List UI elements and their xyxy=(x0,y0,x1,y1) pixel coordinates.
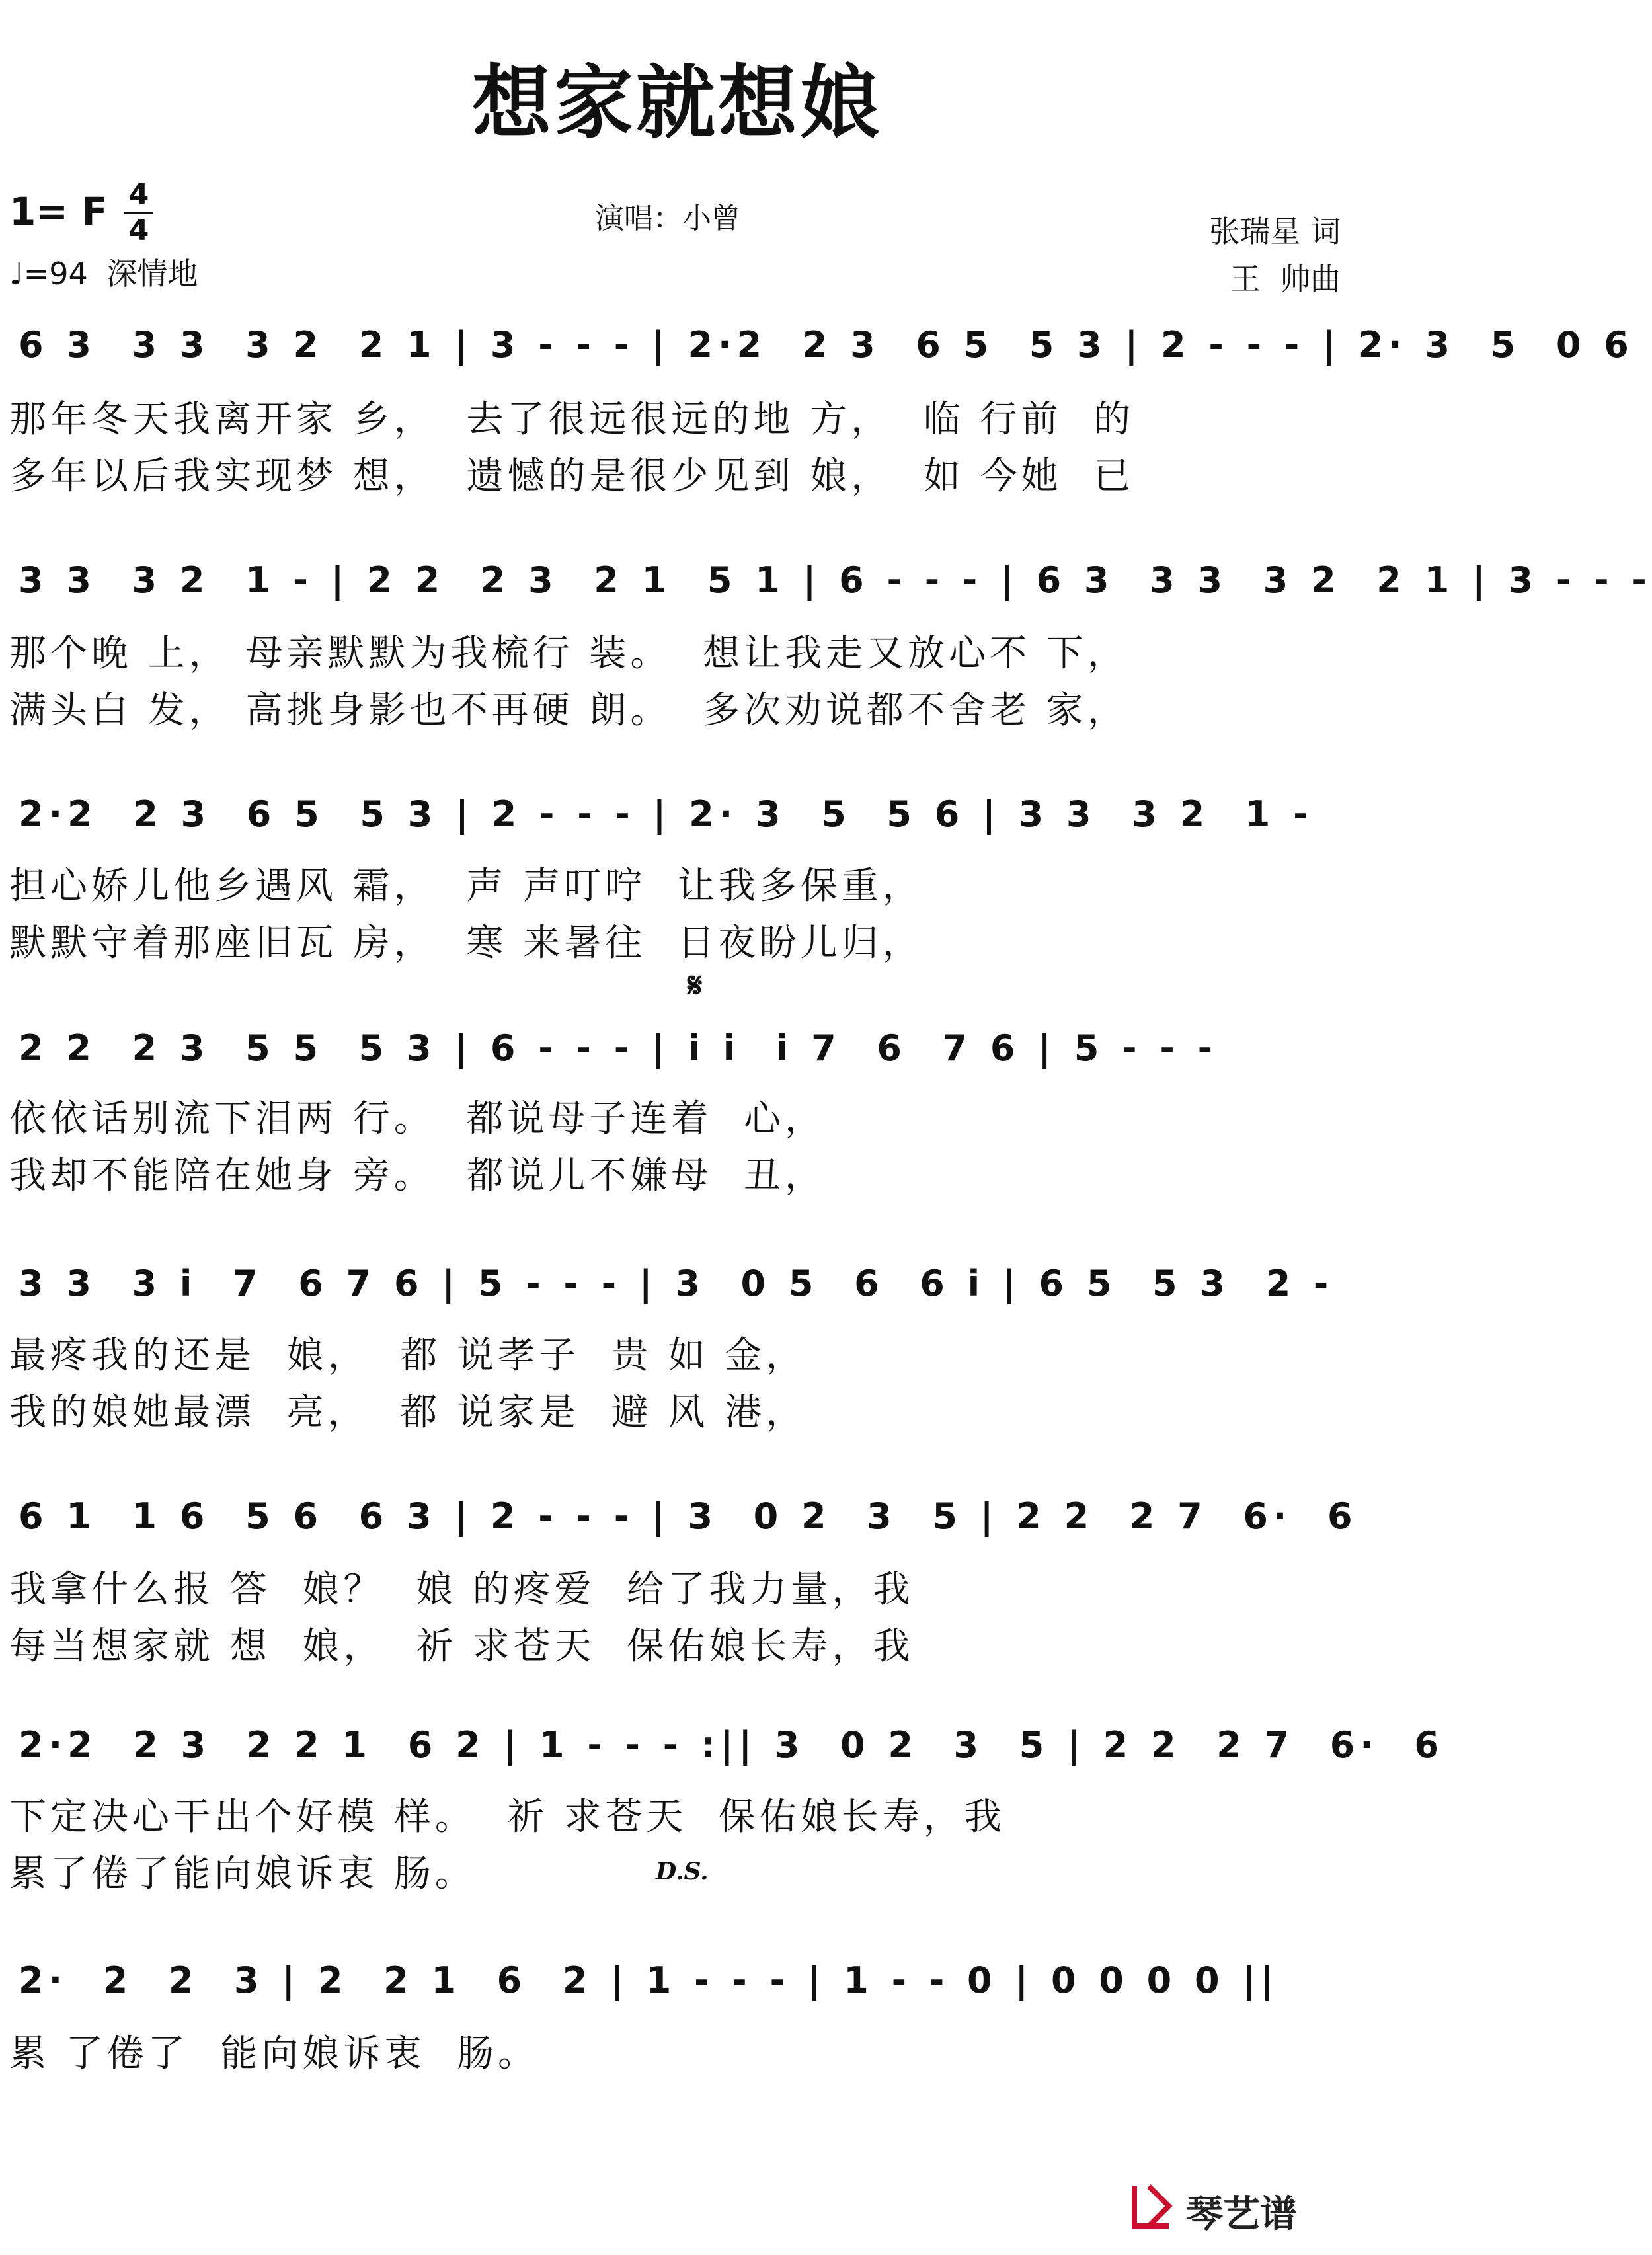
lyricist-credit: 张瑞星 词 xyxy=(1209,214,1341,249)
system-6-notes xyxy=(0,1495,1358,1537)
system-8-lyrics-2 xyxy=(0,2081,1354,2121)
time-signature-bottom: 4 xyxy=(128,214,149,247)
tempo-value: =94 xyxy=(23,256,88,292)
system-1-lyrics-1 xyxy=(0,390,1354,441)
system-3-lyrics-1-text: 担心娇儿他乡遇风 霜， 声 声叮咛 让我多保重， xyxy=(9,865,924,908)
system-7-lyrics-2-text: 累了倦了能向娘诉衷 肠。 xyxy=(9,1852,476,1895)
system-3-notes-text: 2·2 2 3 6 5 5 3 | 2 - - - | 2· 3 5 5 6 | 3 3 3 2 1 - xyxy=(19,793,1314,835)
composer-credit: 王 帅曲 xyxy=(1230,261,1341,297)
singer-credit: 演唱：小曾 xyxy=(595,202,740,235)
system-4-lyrics-2-text: 我却不能陪在她身 旁。 都说儿不嫌母 丑， xyxy=(9,1154,826,1197)
tempo-expression: 深情地 xyxy=(106,256,198,292)
system-3-lyrics-2 xyxy=(0,914,1354,965)
system-4-notes xyxy=(0,1027,1354,1067)
system-8-lyrics-1-text: 累 了倦了 能向娘诉衷 肠。 xyxy=(9,2032,539,2075)
system-6-notes-text: 6 1 1 6 5 6 6 3 | 2 - - - | 3 0 2 3 5 | 2 2 2 7 6· 6 xyxy=(19,1495,1358,1537)
system-7-lyrics-1-text: 下定决心干出个好模 样。 祈 求苍天 保佑娘长寿，我 xyxy=(9,1796,1005,1839)
system-6-lyrics-2 xyxy=(0,1617,1354,1668)
system-8-notes xyxy=(0,1959,1354,1999)
time-signature-top: 4 xyxy=(128,178,149,212)
system-3-notes xyxy=(0,793,1354,833)
system-4-lyrics-1 xyxy=(0,1089,1354,1140)
system-6-lyrics-1-text: 我拿什么报 答 娘？ 娘 的疼爱 给了我力量，我 xyxy=(9,1568,914,1611)
system-1-notes xyxy=(0,324,1634,366)
quarter-note-icon: ♩ xyxy=(9,256,24,292)
system-2-lyrics-1-text: 那个晚 上， 母亲默默为我梳行 装。 想让我走又放心不 下， xyxy=(9,632,1128,675)
system-6-lyrics-2-text: 每当想家就 想 娘， 祈 求苍天 保佑娘长寿，我 xyxy=(9,1625,914,1668)
system-4-lyrics-2 xyxy=(0,1146,1354,1197)
site-logo xyxy=(1129,2180,1327,2236)
system-4-notes-text: 2 2 2 3 5 5 5 3 | 6 - - - | i i i 7 6 7 6 | 5 - - - xyxy=(19,1027,1218,1069)
system-5-lyrics-2-text: 我的娘她最漂 亮， 都 说家是 避 风 港， xyxy=(9,1391,807,1434)
system-1-lyrics-2 xyxy=(0,447,1354,498)
credits-block xyxy=(1209,208,1341,303)
system-7-lyrics-1 xyxy=(0,1788,1354,1839)
system-4-lyrics-1-text: 依依话别流下泪两 行。 都说母子连着 心， xyxy=(9,1097,826,1140)
system-5-lyrics-1-text: 最疼我的还是 娘， 都 说孝子 贵 如 金， xyxy=(9,1334,807,1377)
system-6-lyrics-1 xyxy=(0,1560,1354,1611)
system-1-notes-text: 6 3 3 3 3 2 2 1 | 3 - - - | 2·2 2 3 6 5 5 3 | 2 - - - | 2· 3 5 0 6 xyxy=(19,324,1634,366)
system-1-lyrics-1-text: 那年冬天我离开家 乡， 去了很远很远的地 方， 临 行前 的 xyxy=(9,398,1135,441)
system-5-lyrics-1 xyxy=(0,1326,1354,1377)
system-3-lyrics-1 xyxy=(0,857,1354,908)
system-1-lyrics-2-text: 多年以后我实现梦 想， 遗憾的是很少见到 娘， 如 今她 已 xyxy=(9,455,1135,498)
key-signature: 1= F xyxy=(9,189,108,234)
system-5-notes-text: 3 3 3 i 7 6 7 6 | 5 - - - | 3 0 5 6 6 i | 6 5 5 3 2 - xyxy=(19,1263,1334,1304)
tempo-marking xyxy=(9,250,198,294)
logo-text: 琴艺谱 xyxy=(1186,2193,1297,2236)
segno-sign: 𝄋 xyxy=(688,965,703,1006)
dal-segno-marking: D.S. xyxy=(656,1858,709,1885)
system-2-lyrics-2 xyxy=(0,681,1354,732)
system-2-lyrics-2-text: 满头白 发， 高挑身影也不再硬 朗。 多次劝说都不舍老 家， xyxy=(9,689,1128,732)
system-8-notes-text: 2· 2 2 3 | 2 2 1 6 2 | 1 - - - | 1 - - 0 | 0 0 0 0 || xyxy=(19,1959,1279,2001)
system-2-notes xyxy=(0,559,1652,601)
system-5-notes xyxy=(0,1263,1354,1302)
system-5-lyrics-2 xyxy=(0,1383,1354,1434)
time-signature xyxy=(124,180,153,246)
system-8-lyrics-1 xyxy=(0,2024,1354,2075)
system-3-lyrics-2-text: 默默守着那座旧瓦 房， 寒 来暑往 日夜盼儿归， xyxy=(9,922,924,965)
system-7-notes-text: 2·2 2 3 2 2 1 6 2 | 1 - - - :|| 3 0 2 3 5 | 2 2 2 7 6· 6 xyxy=(19,1724,1444,1766)
song-title: 想家就想娘 xyxy=(472,56,882,149)
system-7-notes xyxy=(0,1724,1444,1766)
system-2-notes-text: 3 3 3 2 1 - | 2 2 2 3 2 1 5 1 | 6 - - - | 6 3 3 3 3 2 2 1 | 3 - - - xyxy=(19,559,1652,601)
system-2-lyrics-1 xyxy=(0,624,1354,675)
